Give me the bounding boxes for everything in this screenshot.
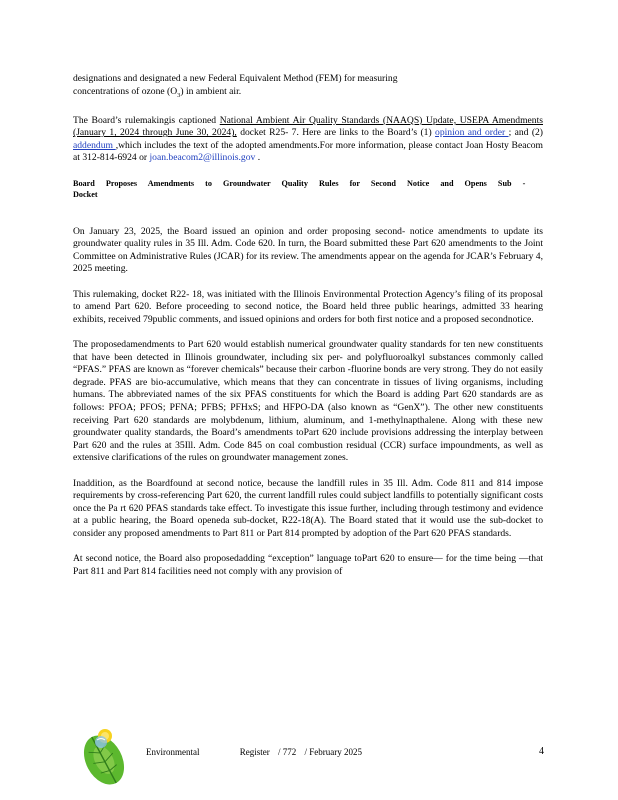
footer-issue-number: / 772	[278, 747, 297, 757]
page-content	[73, 73, 543, 591]
paragraph-rulemaking-history: This rulemaking, docket R22- 18, was initiated with the Illinois Environmental Protection Agency’s filing of its proposal to amend Part 620. Before proceeding to second notice, the Board held three public hearings, admitted 33 hearing exhibits, received 79public comments, and issued opinions and orders for both first notice and a proposed secondnotice.	[73, 288, 543, 325]
page-footer	[72, 718, 544, 790]
intro-line-2: concentrations of ozone $(O_3)$ in ambient air.	[73, 85, 242, 99]
footer-date: / February 2025	[304, 747, 363, 757]
paragraph-landfill-subdocket: Inaddition, as the Boardfound at second notice, because the landfill rules in 35 Ill. Adm. Code 811 and 814 impose requirements by cross-referencing Part 620, the current landfill rules could subject landfills to potentially significant costs once the Pa rt 620 PFAS standards take effect. To investigate this issue further, including through testimony and evidence at a public hearing, the Board openeda sub-docket, R22-18(A). The Board stated that it would use the sub-docket to consider any proposed amendments to Part 811 or Part 814 prompted by adoption of the Part 620 PFAS standards.	[73, 477, 543, 539]
paragraph-r22-18-overview: On January 23, 2025, the Board issued an opinion and order proposing second- notice amendments to update its groundwater quality rules in 35 Ill. Adm. Code 620. In turn, the Board submitted these Part 620 amendments to the Joint Committee on Administrative Rules (JCAR) for its review. The amendments appear on the agenda for JCAR’s February 4, 2025 meeting.	[73, 225, 543, 275]
contact-email-link[interactable]: joan.beacom2@illinois.gov	[149, 152, 256, 164]
naaqs-paragraph: The Board’s rulemakingis captioned National Ambient Air Quality Standards (NAAQS) Update, USEPA Amendments (January 1, 2024 through June 30, 2024), docket R25- 7. Here are links to the Board’s (1) opinion and order ; and (2) addendum ,which includes the text of the adopted amendments.For more information, please contact Joan Hosty Beacom at 312-814-6924 or joan.beacom2@illinois.gov .	[73, 114, 543, 164]
addendum-link[interactable]: addendum	[73, 139, 116, 151]
intro-line-1: designations and designated a new Federal Equivalent Method (FEM) for measuring	[73, 73, 398, 84]
paragraph-exception-language: At second notice, the Board also proposedadding “exception” language toPart 620 to ensure— for the time being —that Part 811 and Part 814 facilities need not comply with any provision of	[73, 553, 543, 577]
rulemaking-caption: National Ambient Air Quality Standards (NAAQS) Update, USEPA Amendments (January 1, 2024 through June 30, 2024),	[73, 114, 543, 139]
page-number: 4	[539, 746, 544, 757]
environmental-register-logo-icon	[72, 718, 134, 790]
footer-journal-word-2: Register	[239, 747, 270, 757]
footer-journal-word-1: Environmental	[146, 747, 200, 757]
footer-journal-line	[146, 746, 446, 758]
paragraph-pfas-standards: The proposedamendments to Part 620 would establish numerical groundwater quality standards for ten new constituents that have been detected in Illinois groundwater, including six per- and polyfluoroalkyl substances commonly called “PFAS.” PFAS are known as “forever chemicals” because their carbon -fluorine bonds are very strong. They do not easily degrade. PFAS are bio-accumulative, which means that they can concentrate in tissues of living organisms, including humans. The abbreviated names of the six PFAS constituents for which the Board is adding Part 620 standards are as follows: PFOA; PFOS; PFNA; PFBS; PFHxS; and HFPO-DA (also known as “GenX”). The other new constituents receiving Part 620 standards are molybdenum, lithium, aluminum, and 1-methylnapthalene. Along with these new groundwater quality standards, the Board’s amendments toPart 620 include provisions addressing the interplay between Part 620 and the rules at 35Ill. Adm. Code 845 on coal combustion residual (CCR) surface impoundments, as well as extensive clarifications of the rules on groundwater management zones.	[73, 339, 543, 464]
opinion-and-order-link[interactable]: opinion and order	[435, 127, 509, 139]
ozone-subscript: 3	[177, 91, 181, 99]
section-heading: Board Proposes Amendments to Groundwater Quality Rules for Second Notice and Opens Sub -Docket	[73, 178, 526, 199]
intro-paragraph	[73, 73, 543, 102]
